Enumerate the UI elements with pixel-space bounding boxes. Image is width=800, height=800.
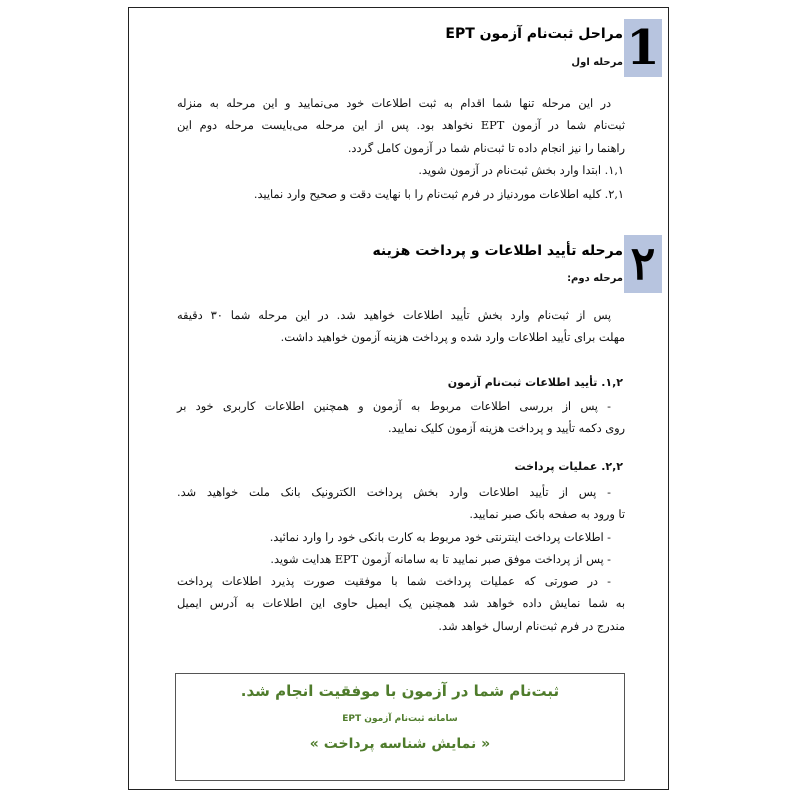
show-payment-id-link[interactable]: « نمایش شناسه پرداخت » <box>309 736 491 752</box>
sub2-line-1: - پس از تأیید اطلاعات وارد بخش پرداخت الکترونیک بانک ملت خواهید شد. <box>177 486 611 499</box>
section-1-number-badge <box>624 19 662 77</box>
success-subtitle: سامانه ثبت‌نام آزمون EPT <box>342 714 458 724</box>
sub2-line-6: به شما نمایش داده خواهد شد همچنین یک ایمیل حاوی این اطلاعات به آدرس ایمیل <box>177 597 625 611</box>
sub2-line-3: - اطلاعات پرداخت اینترنتی خود مربوط به کارت بانکی خود را وارد نمائید. <box>269 530 611 544</box>
sub2-line-2: تا ورود به صفحه بانک صبر نمایید. <box>469 508 625 522</box>
success-title: ثبت‌نام شما در آزمون با موفقیت انجام شد. <box>240 682 560 700</box>
section-1-title: مراحل ثبت‌نام آزمون EPT <box>445 26 623 42</box>
section-2-number-badge <box>624 235 662 293</box>
section-2-para-line-2: مهلت برای تأیید اطلاعات وارد شده و پرداخت هزینه آزمون خواهید داشت. <box>280 331 625 345</box>
sub2-line-7: مندرج در فرم ثبت‌نام ارسال خواهد شد. <box>438 619 625 633</box>
section-1-paragraph <box>177 93 625 160</box>
section-2-sub2-heading: ۲,۲. عملیات پرداخت <box>514 460 623 473</box>
sub1-line-2: روی دکمه تأیید و پرداخت هزینه آزمون کلیک نمایید. <box>387 422 625 436</box>
section-1-para-line-1: در این مرحله تنها شما اقدام به ثبت اطلاعات خود می‌نمایید و این مرحله به منزله <box>177 97 611 110</box>
sub1-line-1: - پس از بررسی اطلاعات مربوط به آزمون و همچنین اطلاعات کاربری خود بر <box>177 400 611 413</box>
section-2-para-line-1: پس از ثبت‌نام وارد بخش تأیید اطلاعات خواهید شد. در این مرحله شما ۳۰ دقیقه <box>177 309 611 322</box>
section-2-subtitle: مرحله دوم: <box>567 273 623 284</box>
section-1-number: 1 <box>626 20 660 76</box>
section-1-para-line-3: راهنما را نیز انجام داده تا ثبت‌نام شما در آزمون کامل گردد. <box>347 141 625 155</box>
success-message-box <box>175 673 625 781</box>
section-1-subtitle: مرحله اول <box>571 57 623 68</box>
section-2-sub1-body <box>177 396 625 441</box>
section-2-title: مرحله تأیید اطلاعات و پرداخت هزینه <box>372 243 623 259</box>
sub2-line-4: - پس از پرداخت موفق صبر نمایید تا به سامانه آزمون EPT هدایت شوید. <box>270 552 611 566</box>
section-1-step-2: ۲,۱. کلیه اطلاعات موردنیاز در فرم ثبت‌نام را با نهایت دقت و صحیح وارد نمایید. <box>253 188 624 201</box>
section-1-step-1: ۱,۱. ابتدا وارد بخش ثبت‌نام در آزمون شوید. <box>418 164 624 177</box>
section-2-number: ۲ <box>630 236 656 290</box>
section-2-sub1-heading: ۱,۲. تأیید اطلاعات ثبت‌نام آزمون <box>447 376 623 389</box>
section-2-paragraph <box>177 305 625 350</box>
sub2-line-5: - در صورتی که عملیات پرداخت شما با موفقیت صورت پذیرد اطلاعات پرداخت <box>177 575 611 589</box>
section-1-para-line-2: ثبت‌نام شما در آزمون EPT نخواهد بود. پس از این مرحله می‌بایست مرحله دوم این <box>177 119 625 133</box>
section-2-sub2-body <box>177 482 625 638</box>
